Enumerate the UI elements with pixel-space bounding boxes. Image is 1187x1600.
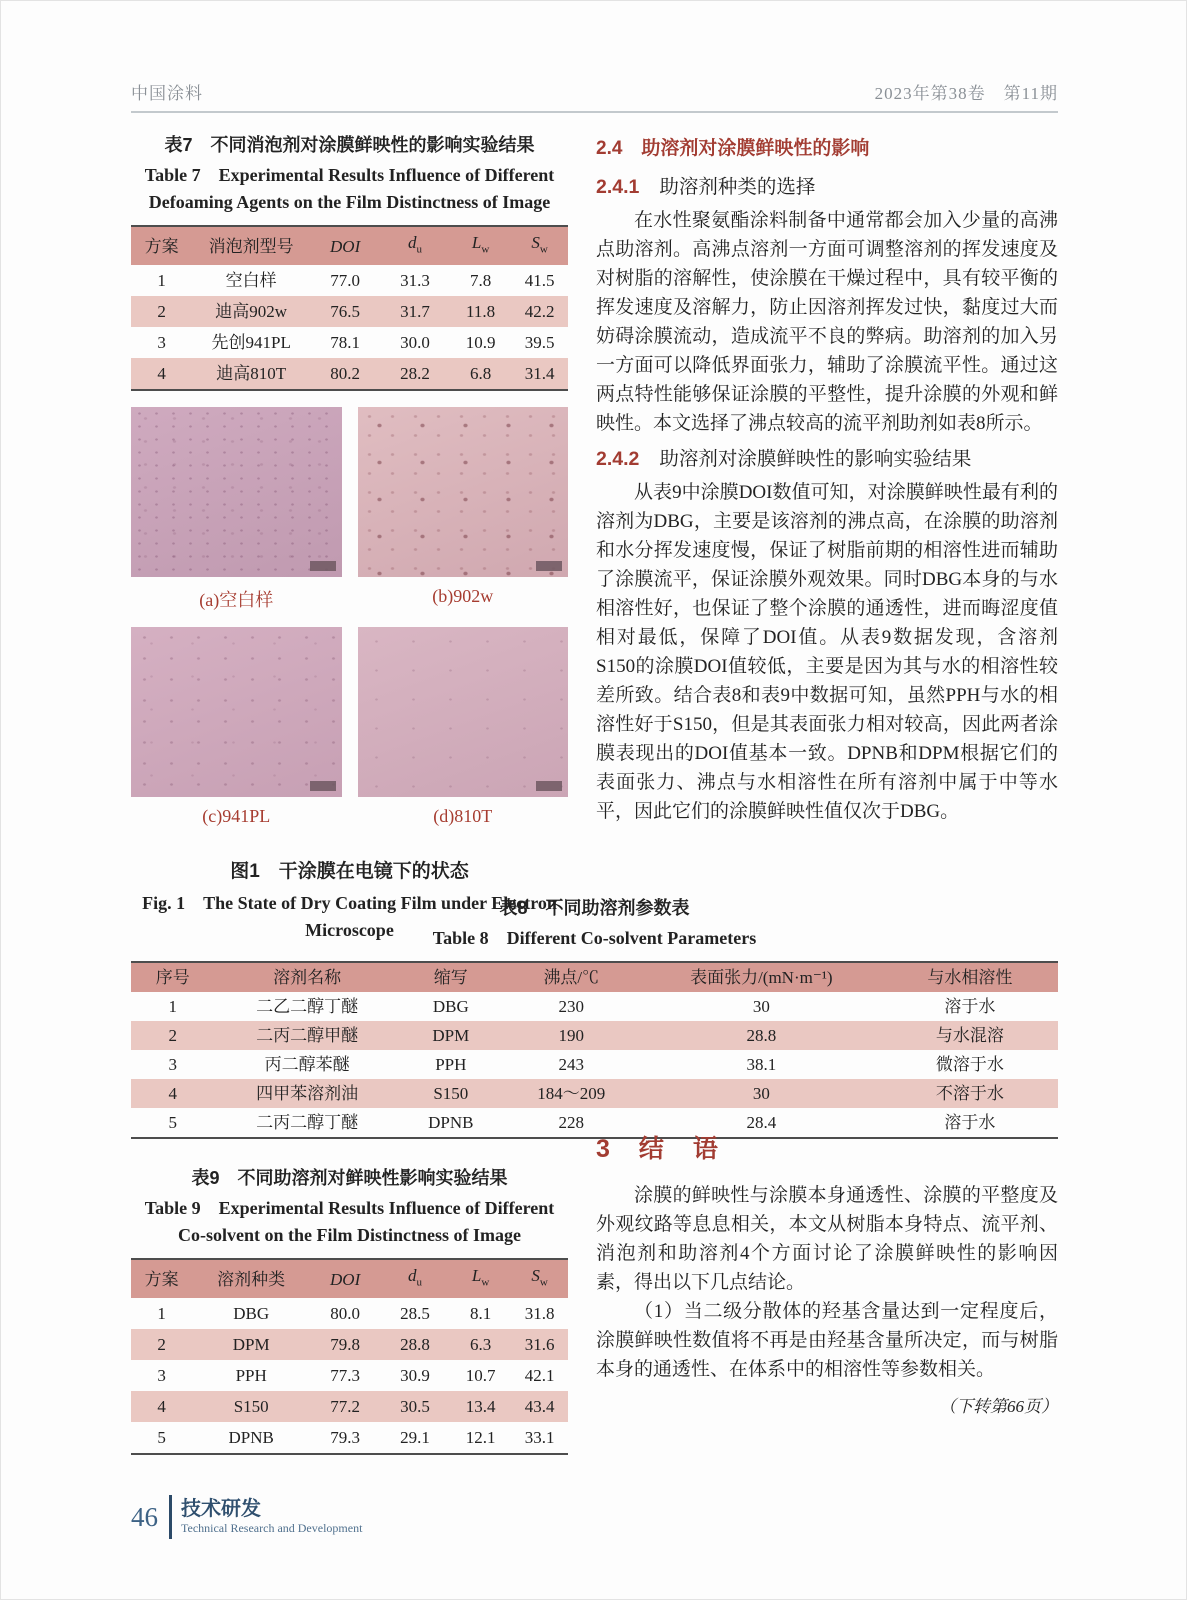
table-cell: DPM [232, 1335, 270, 1355]
table-cell: 80.2 [330, 364, 360, 384]
col-header: $L_w$ [471, 1266, 490, 1289]
table-cell: 78.1 [330, 333, 360, 353]
table-cell: 33.1 [524, 1428, 555, 1448]
col-header: 方案 [144, 1269, 179, 1289]
table-cell: 190 [558, 1026, 585, 1045]
col-header: $L_w$ [471, 233, 490, 256]
col-header: 缩写 [433, 968, 468, 987]
micrograph-d [358, 627, 569, 797]
table7-caption-en-line2: Defoaming Agents on the Film Distinctness of Image [148, 192, 551, 212]
table-row [131, 992, 1058, 1021]
table-row [131, 1329, 568, 1360]
table-cell: 80.0 [330, 1304, 360, 1324]
table-row [131, 1021, 1058, 1050]
table7-caption-en [131, 162, 568, 216]
figure1-panel-c [131, 627, 342, 842]
table-cell: 31.3 [400, 271, 430, 291]
table-cell: 1 [168, 997, 177, 1016]
table7-caption-en-line1: Table 7 Experimental Results Influence of Different [144, 165, 555, 185]
table-row [131, 1050, 1058, 1079]
micrograph-b [358, 407, 569, 577]
table-cell: 230 [558, 997, 585, 1016]
table-cell: S150 [233, 1397, 269, 1417]
table-cell: 2 [168, 1026, 177, 1045]
table-cell: 2 [157, 302, 166, 322]
table8 [131, 961, 1058, 1139]
table-cell: PPH [435, 1055, 467, 1074]
table-row [131, 327, 568, 358]
section-title: 助溶剂种类的选择 [659, 177, 816, 198]
figure1-grid [131, 407, 568, 842]
table-cell: 30 [752, 1084, 770, 1103]
table-row [131, 1360, 568, 1391]
col-header: $S_w$ [531, 233, 548, 256]
section-2-4-2-heading [596, 443, 1058, 471]
footer-divider [169, 1495, 172, 1539]
table-cell: 10.9 [465, 333, 496, 353]
table-cell: 28.4 [746, 1113, 777, 1132]
table-cell: 1 [157, 271, 166, 291]
table-cell: 79.3 [330, 1428, 360, 1448]
table-cell: 与水混溶 [935, 1026, 1004, 1045]
right-column-bottom [596, 1129, 1058, 1417]
table-cell: 28.2 [400, 364, 430, 384]
table-cell: 8.1 [469, 1304, 492, 1324]
table-cell: DPM [432, 1026, 470, 1045]
paragraph: （1）当二级分散体的羟基含量达到一定程度后，涂膜鲜映性数值将不再是由羟基含量所决定，而与树脂本身的通透性、在体系中的相溶性等参数相关。 [596, 1301, 1058, 1380]
table-cell: 31.4 [524, 364, 555, 384]
scale-bar [310, 781, 336, 791]
table-cell: 四甲苯溶剂油 [256, 1084, 359, 1103]
figure1-caption-en-line1: Fig. 1 The State of Dry Coating Film under Electron [142, 893, 557, 914]
table-row [131, 358, 568, 390]
table-cell: 77.3 [330, 1366, 360, 1386]
table-cell: 5 [157, 1428, 166, 1448]
section-2-4-1-heading [596, 171, 1058, 199]
table7 [131, 225, 568, 391]
left-column-top [131, 131, 568, 944]
col-header: $d_u$ [408, 1266, 423, 1289]
page-footer [131, 1495, 362, 1539]
table-cell: DBG [432, 997, 469, 1016]
panel-label-d: (d)810T [433, 806, 493, 827]
left-column-bottom [131, 1164, 568, 1455]
table-cell: 76.5 [330, 302, 360, 322]
table-cell: 1 [157, 1304, 166, 1324]
table-cell: 6.8 [469, 364, 492, 384]
table-cell: 31.8 [524, 1304, 555, 1324]
section-number: 2.4.2 [596, 448, 640, 470]
col-header: 溶剂种类 [217, 1269, 286, 1289]
table-cell: 4 [168, 1084, 177, 1103]
table-cell: 31.6 [524, 1335, 555, 1355]
table-cell: 二丙二醇甲醚 [256, 1026, 359, 1045]
table-cell: 4 [157, 364, 166, 384]
table-cell: 29.1 [400, 1428, 430, 1448]
table-cell: 39.5 [524, 333, 555, 353]
table-cell: 228 [558, 1113, 585, 1132]
table-cell: 13.4 [465, 1397, 496, 1417]
table-cell: 77.0 [330, 271, 360, 291]
scale-bar [310, 561, 336, 571]
table9-caption-en-line2: Co-solvent on the Film Distinctness of Image [178, 1225, 521, 1245]
table-cell: 31.7 [400, 302, 430, 322]
section-3-heading: 3 结 语 [596, 1135, 720, 1163]
table-cell: S150 [433, 1084, 469, 1103]
footer-section [181, 1498, 362, 1536]
panel-label-a: (a)空白样 [199, 590, 274, 611]
table-cell: 30 [752, 997, 770, 1016]
scale-bar [536, 781, 562, 791]
table-cell: 38.1 [746, 1055, 777, 1074]
table7-header-row [131, 226, 568, 265]
micrograph-c [131, 627, 342, 797]
table-cell: DPNB [428, 1113, 474, 1132]
table-row [131, 1298, 568, 1329]
table-row [131, 1391, 568, 1422]
col-header: 沸点/℃ [543, 968, 600, 987]
footer-section-en: Technical Research and Development [181, 1521, 363, 1535]
running-head [131, 79, 1058, 113]
table9-header-row [131, 1259, 568, 1298]
journal-name: 中国涂料 [131, 84, 203, 103]
page-number: 46 [131, 1501, 158, 1532]
table-cell: 不溶于水 [935, 1084, 1004, 1103]
table-row [131, 265, 568, 296]
table-cell: 11.8 [466, 302, 496, 322]
table9-caption-cn: 表9 不同助溶剂对鲜映性影响实验结果 [191, 1168, 508, 1188]
paragraph: 从表9中涂膜DOI数值可知，对涂膜鲜映性最有利的溶剂为DBG，主要是该溶剂的沸点高，在涂膜的助溶剂和水分挥发速度慢，保证了树脂前期的相溶性进而辅助了涂膜流平，保证涂膜外观效果。同时DBG本身的与水相溶性好，也保证了整个涂膜的通透性，进而晦涩度值相对最低，保障了DOI值。从表9数据发现，含溶剂S150的涂膜DOI值较低，主要是因为其与水的相溶性较差所致。结合表8和表9中数据可知，虽然PPH与水的相溶性好于S150，但是其表面张力相对较高，因此两者涂膜表现出的DOI值基本一致。DPNB和DPM根据它们的表面张力、沸点与水相溶性在所有溶剂中属于中等水平，因此它们的涂膜鲜映性值仅次于DBG。 [596, 482, 1058, 822]
table-cell: 3 [157, 333, 166, 353]
panel-label-b: (b)902w [432, 586, 494, 607]
table-cell: 空白样 [225, 271, 277, 291]
table-cell: 42.2 [524, 302, 555, 322]
scale-bar [536, 561, 562, 571]
right-column-top [596, 133, 1058, 826]
paragraph: 在水性聚氨酯涂料制备中通常都会加入少量的高沸点助溶剂。高沸点溶剂一方面可调整溶剂的挥发速度及对树脂的溶解性，使涂膜在干燥过程中，具有较平衡的挥发速度及溶解力，防止因溶剂挥发过快，黏度过大而妨碍涂膜流动，造成流平不良的弊病。助溶剂的加入另一方面可以降低界面张力，辅助了涂膜流平性。通过这两点特性能够保证涂膜的平整性，提升涂膜的外观和鲜映性。本文选择了沸点较高的流平剂助剂如表8所示。 [596, 210, 1058, 434]
section-number: 2.4.1 [596, 176, 640, 198]
panel-label-c: (c)941PL [202, 806, 271, 827]
table-cell: 溶于水 [944, 997, 996, 1016]
table8-caption-en: Table 8 Different Co-solvent Parameters [432, 928, 757, 948]
table-cell: 迪高902w [215, 302, 288, 322]
table-cell: 4 [157, 1397, 166, 1417]
table-cell: 先创941PL [211, 333, 291, 353]
table9 [131, 1258, 568, 1455]
table-cell: 184～209 [537, 1084, 606, 1103]
table9-caption-en-line1: Table 9 Experimental Results Influence of Different [144, 1198, 555, 1218]
table-cell: 30.5 [400, 1397, 430, 1417]
col-header: $d_u$ [408, 233, 423, 256]
col-header: 溶剂名称 [273, 968, 342, 987]
table-cell: 12.1 [465, 1428, 496, 1448]
col-header: DOI [330, 236, 361, 256]
table-cell: 微溶于水 [935, 1055, 1004, 1074]
table-cell: 二乙二醇丁醚 [256, 997, 359, 1016]
table9-caption-en [131, 1195, 568, 1249]
section-title: 助溶剂对涂膜鲜映性的影响实验结果 [659, 449, 972, 470]
table-cell: 3 [157, 1366, 166, 1386]
table-cell: 30.0 [400, 333, 430, 353]
table-cell: PPH [235, 1366, 267, 1386]
table-cell: 28.8 [746, 1026, 777, 1045]
table-cell: 243 [558, 1055, 585, 1074]
table-cell: 10.7 [465, 1366, 496, 1386]
figure1-caption-cn: 图1 干涂膜在电镜下的状态 [230, 861, 469, 883]
table-row [131, 1079, 1058, 1108]
col-header: 方案 [144, 236, 179, 256]
table-cell: 6.3 [469, 1335, 492, 1355]
table-cell: 42.1 [524, 1366, 555, 1386]
col-header: 表面张力/(mN·m⁻¹) [690, 968, 833, 987]
table8-header-row [131, 962, 1058, 992]
figure1-panel-d [358, 627, 569, 842]
col-header: DOI [330, 1269, 361, 1289]
table-cell: 迪高810T [216, 364, 287, 384]
table-cell: 77.2 [330, 1397, 360, 1417]
table7-caption-cn: 表7 不同消泡剂对涂膜鲜映性的影响实验结果 [164, 135, 535, 155]
table-cell: DBG [233, 1304, 270, 1324]
table-cell: 2 [157, 1335, 166, 1355]
col-header: 序号 [155, 968, 190, 987]
issue-info: 2023年第38卷 第11期 [874, 84, 1058, 103]
table-cell: 溶于水 [944, 1113, 996, 1132]
table-cell: 二丙二醇丁醚 [256, 1113, 359, 1132]
figure1-panel-a [131, 407, 342, 627]
table-cell: 43.4 [524, 1397, 555, 1417]
paragraph: 涂膜的鲜映性与涂膜本身通透性、涂膜的平整度及外观纹路等息息相关，本文从树脂本身特点、流平剂、消泡剂和助溶剂4个方面讨论了涂膜鲜映性的影响因素，得出以下几点结论。 [596, 1185, 1058, 1293]
figure1-caption-en-line2: Microscope [305, 920, 394, 941]
table-cell: DPNB [228, 1428, 274, 1448]
figure1-panel-b [358, 407, 569, 627]
table-cell: 28.8 [400, 1335, 430, 1355]
table-cell: 41.5 [524, 271, 555, 291]
footer-section-cn: 技术研发 [181, 1498, 261, 1520]
micrograph-a [131, 407, 342, 577]
table8-block [131, 894, 1058, 1139]
table-cell: 79.8 [330, 1335, 360, 1355]
table8-caption-cn: 表8 不同助溶剂参数表 [499, 898, 690, 918]
continued-note: （下转第66页） [939, 1397, 1058, 1416]
table-row [131, 1422, 568, 1454]
col-header: 消泡剂型号 [208, 236, 294, 256]
section-2-4-heading: 2.4 助溶剂对涂膜鲜映性的影响 [596, 138, 870, 159]
table-cell: 5 [168, 1113, 177, 1132]
col-header: $S_w$ [531, 1266, 548, 1289]
col-header: 与水相溶性 [927, 968, 1013, 987]
table-cell: 7.8 [469, 271, 492, 291]
table-cell: 28.5 [400, 1304, 430, 1324]
table-row [131, 296, 568, 327]
table-cell: 30.9 [400, 1366, 430, 1386]
table-cell: 3 [168, 1055, 177, 1074]
table-cell: 丙二醇苯醚 [264, 1055, 350, 1074]
